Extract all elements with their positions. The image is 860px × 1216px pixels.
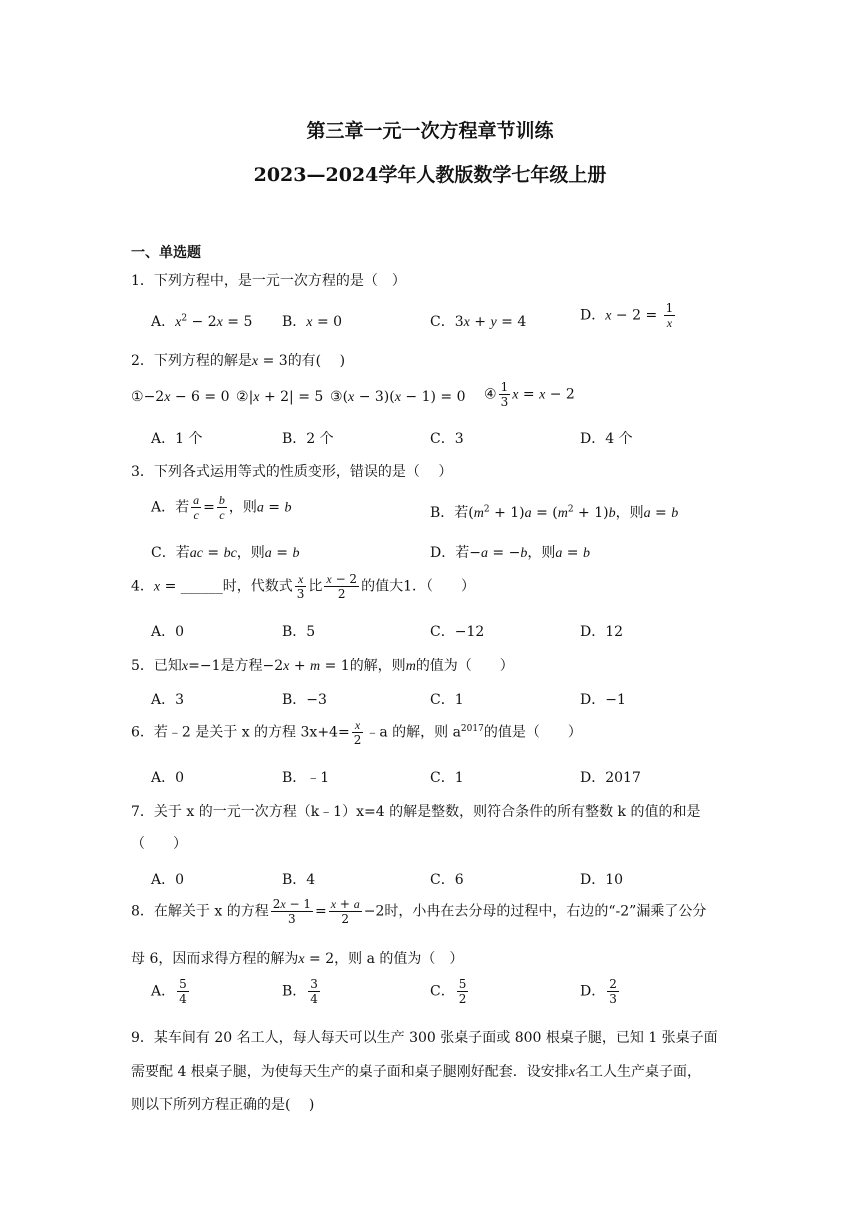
q1-option-d: D．x − 2 = $\frac{1}{x}$	[580, 301, 674, 330]
q4-option-b: B．5	[282, 624, 316, 640]
q8-option-c: C． $\frac{5}{2}$	[430, 977, 467, 1006]
question-7-line-1: 7．关于 x 的一元一次方程（k﹣1）x=4 的解是整数，则符合条件的所有整数 k 的值的和是	[131, 804, 701, 820]
q7-option-c: C．6	[430, 872, 464, 888]
q5-option-a: A．3	[151, 692, 185, 708]
q2-item-3: ③(x − 3)(x − 1) = 0	[330, 389, 466, 405]
q6-option-a: A．0	[151, 770, 185, 786]
q2-item-1: ①−2x − 6 = 0	[131, 389, 230, 405]
q1-option-b: B．x = 0	[282, 314, 343, 330]
q2-option-a: A．1 个	[151, 431, 203, 447]
document-subtitle: 2023—2024学年人教版数学七年级上册	[253, 164, 607, 186]
q4-option-c: C．−12	[430, 624, 485, 640]
q1-option-c: C．3x + y = 4	[430, 314, 527, 330]
question-2-stem: 2．下列方程的解是x = 3的有( )	[131, 353, 346, 369]
q4-option-d: D．12	[580, 624, 624, 640]
q2-item-4: ④ $\frac{1}{3}$ x = x − 2	[484, 380, 575, 409]
q3-option-d: D．若−a = −b，则a = b	[430, 545, 590, 561]
q8-option-d: D． $\frac{2}{3}$	[580, 977, 617, 1006]
question-7-line-2: （ ）	[131, 836, 187, 852]
q3-option-c: C．若ac = bc，则a = b	[151, 545, 300, 561]
q7-option-b: B．4	[282, 872, 316, 888]
q6-option-d: D．2017	[580, 770, 641, 786]
q1-option-a: A．$x^2 - 2x = 5$	[151, 313, 253, 330]
q2-option-c: C．3	[430, 431, 464, 447]
document-title: 第三章一元一次方程章节训练	[306, 120, 554, 142]
question-1-stem: 1．下列方程中，是一元一次方程的是（ ）	[131, 273, 406, 289]
q6-option-c: C．1	[430, 770, 464, 786]
question-9-line-3: 则以下所列方程正确的是( )	[131, 1097, 315, 1113]
q8-option-b: B． $\frac{3}{4}$	[282, 977, 318, 1006]
q8-option-a: A． $\frac{5}{4}$	[151, 977, 187, 1006]
question-5-stem: 5．已知x=−1是方程−2x + m = 1的解，则m的值为（ ）	[131, 658, 514, 674]
q6-option-b: B．﹣1	[282, 770, 330, 786]
q7-option-d: D．10	[580, 872, 624, 888]
q5-option-c: C．1	[430, 692, 464, 708]
question-4-stem: 4．x = ______时，代数式 $\frac{x}{3}$ 比 $\frac{x - 2}{2}$ 的值大1．（ ）	[131, 572, 475, 601]
section-heading: 一、单选题	[131, 245, 201, 261]
q3-option-a: A．若 $\frac{a}{c}$ = $\frac{b}{c}$ ，则a = b	[151, 493, 292, 522]
q5-option-b: B．−3	[282, 692, 327, 708]
q2-option-b: B．2 个	[282, 431, 334, 447]
question-8-line-1: 8．在解关于 x 的方程 $\frac{2x - 1}{3}$ = $\frac{x + a}{2}$ −2时，小冉在去分母的过程中，右边的“-2”漏乘了公分	[131, 897, 707, 926]
q4-option-a: A．0	[151, 624, 185, 640]
question-8-line-2: 母 6，因而求得方程的解为x = 2，则 a 的值为（ ）	[131, 951, 464, 967]
q2-option-d: D．4 个	[580, 431, 633, 447]
question-3-stem: 3．下列各式运用等式的性质变形，错误的是（ ）	[131, 464, 453, 480]
question-6-stem: 6．若﹣2 是关于 x 的方程 3x+4= $\frac{x}{2}$ ﹣a 的解，则 $a^{2017}$的值是（ ）	[131, 718, 582, 747]
q5-option-d: D．−1	[580, 692, 626, 708]
q3-option-b: B．若$(m^2 + 1)a = (m^2 + 1)b$，则a = b	[430, 504, 679, 521]
q2-item-2: ②|x + 2| = 5	[236, 389, 324, 405]
q7-option-a: A．0	[151, 872, 185, 888]
question-9-line-2: 需要配 4 根桌子腿，为使每天生产的桌子面和桌子腿刚好配套．设安排x名工人生产桌子面，	[131, 1064, 702, 1080]
question-9-line-1: 9．某车间有 20 名工人，每人每天可以生产 300 张桌子面或 800 根桌子腿，已知 1 张桌子面	[131, 1030, 718, 1046]
